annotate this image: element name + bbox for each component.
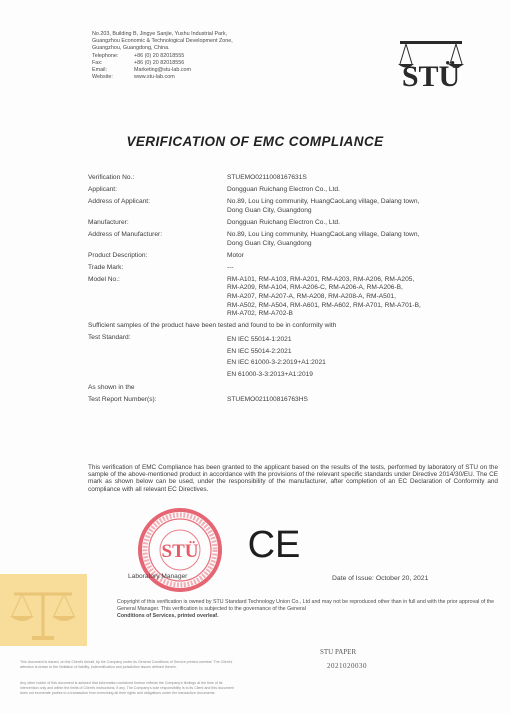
address-line: Guangzhou, Guangdong, China. (92, 45, 170, 52)
field-address-of-applicant: Address of Applicant: No.89, Lou Ling community, HuangCaoLang village, Dalang town, Dong Guan City, Guangdong (88, 198, 420, 214)
verification-details (88, 174, 508, 405)
company-address-block (92, 31, 233, 81)
footnote: This document is issued, on the Client's behalf, by the Company under its General Conditions of Service printed overleaf. The Client's attention is drawn to the limitation of liability, indemnification and jurisdiction issues defined therein. (20, 660, 233, 669)
field-model-no: Model No.: RM-A101, RM-A103, RM-A201, RM-A203, RM-A206, RM-A205, RM-A209, RM-A104, RM-A206-C, RM-A206-A, RM-A206-B, RM-A207, RM-A207-A, RM-A208, RM-A208-A, RM-A501, RM-A502, RM-A504, RM-A601, RM-A602, RM-A701, RM-A701-B, RM-A702, RM-A702-B (88, 275, 421, 318)
contact-email: Email: Marketing@stu-lab.com (92, 67, 192, 74)
field-verification-no: Verification No.: STUEMO0211008167631S (88, 174, 307, 181)
field-test-report-number: Test Report Number(s): STUEMO021100816763HS (88, 396, 308, 404)
field-manufacturer: Manufacturer: Dongguan Ruichang Electron Co., Ltd. (88, 219, 340, 227)
copyright-notice: Copyright of this verification is owned by STU Standard Technology Union Co., Ltd and may not be reproduced other than in full and with the prior approval of the General Manager. This verification is subjected to the governance of the General Conditions of Services, printed overleaf. (117, 599, 495, 620)
footnote: Any other holder of this document is advised that information contained hereon reflects the Company's findings at the time of its intervention only and within the limits of Client's instructions, if any. The Company's sole responsibility is to its Client and this document does not exonerate parties to a transaction from exercising all their rights and obligations under the transaction documents. (20, 681, 234, 695)
svg-text:STÜ: STÜ (401, 60, 461, 93)
field-product-description: Product Description: Motor (88, 251, 244, 259)
laboratory-manager-label: Laboratory Manager (128, 573, 188, 580)
as-shown-text: As shown in the (88, 384, 135, 392)
paper-serial-number: 2021020030 (327, 662, 367, 670)
field-applicant: Applicant: Dongguan Ruichang Electron Co., Ltd. (88, 186, 340, 194)
watermark-panel (0, 574, 87, 646)
contact-telephone: Telephone: +86 (0) 20 82018555 (92, 52, 185, 59)
ce-mark (247, 524, 301, 566)
contact-website: Website: www.stu-lab.com (92, 74, 175, 81)
address-line: No.203, Building B, Jingye Sanjie, Yushu Industrial Park, (92, 31, 228, 37)
scale-watermark-icon (0, 574, 87, 646)
svg-text:STÜ: STÜ (161, 541, 199, 562)
field-test-standard: Test Standard: EN IEC 55014-1:2021 EN IEC 55014-2:2021 EN IEC 61000-3-2:2019+A1:2021 EN 61000-3-3:2013+A1:2019 (88, 334, 326, 379)
document-title: VERIFICATION OF EMC COMPLIANCE (126, 134, 384, 149)
address-line: Guangzhou Economic & Technological Development Zone, (92, 38, 233, 45)
stu-logo (392, 36, 470, 94)
red-seal-stamp (135, 505, 225, 595)
verification-statement: This verification of EMC Compliance has been granted to the applicant based on the results of the tests, performed by laboratory of STU on the sample of the above-mentioned product in accordance with the provisions of the relevant specific standards under Directive 2014/30/EU. The CE mark as shown below can be used, under the responsibility of the manufacturer, after completion of an EC Declaration of Conformity and compliance with all relevant EC Directives. (88, 464, 498, 493)
svg-text:CE: CE (247, 524, 301, 566)
field-trade-mark: Trade Mark: --- (88, 263, 234, 271)
date-of-issue: Date of Issue: October 20, 2021 (332, 575, 429, 582)
field-address-of-manufacturer: Address of Manufacturer: No.89, Lou Ling community, HuangCaoLang village, Dalang town, Dong Guan City, Guangdong (88, 231, 420, 247)
stu-paper-label: STU PAPER (320, 648, 357, 656)
sufficient-samples-text: Sufficient samples of the product have been tested and found to be in conformity with (88, 322, 337, 330)
contact-fax: Fax: +86 (0) 20 82018556 (92, 59, 185, 66)
